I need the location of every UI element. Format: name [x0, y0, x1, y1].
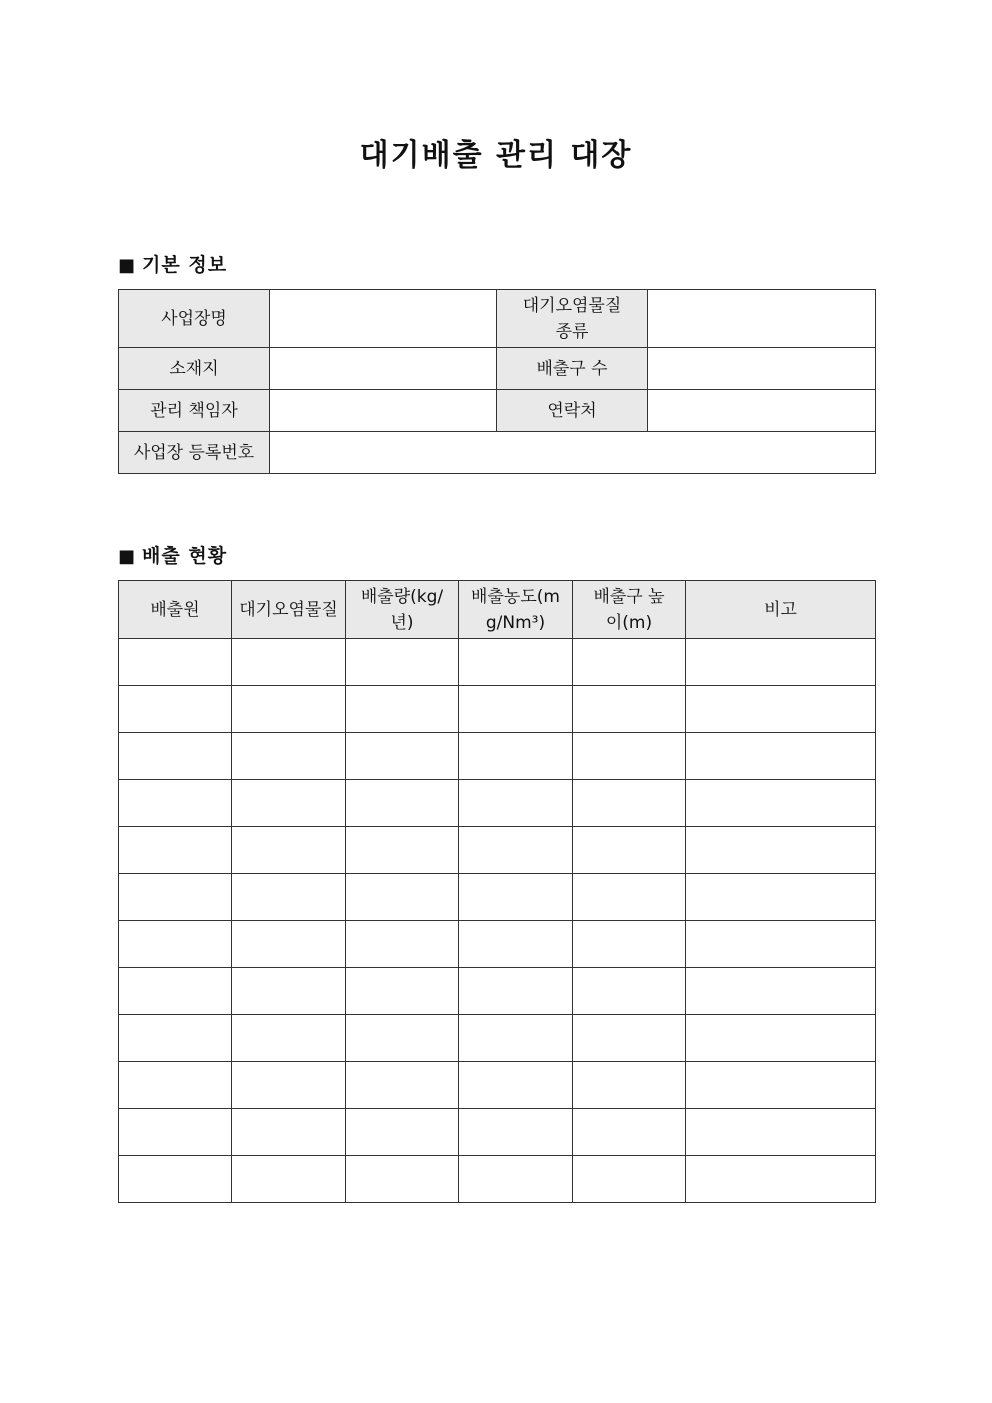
emission-amount-cell[interactable] — [346, 780, 459, 827]
remarks-cell[interactable] — [686, 1109, 876, 1156]
remarks-cell[interactable] — [686, 639, 876, 686]
outlet-height-cell[interactable] — [573, 968, 686, 1015]
contact-label: 연락처 — [497, 390, 648, 432]
pollutant-cell[interactable] — [232, 1015, 346, 1062]
remarks-cell[interactable] — [686, 874, 876, 921]
table-row — [119, 639, 876, 686]
pollutant-type-label: 대기오염물질 종류 — [497, 290, 648, 348]
table-row — [119, 290, 876, 348]
concentration-cell[interactable] — [459, 968, 573, 1015]
table-row — [119, 968, 876, 1015]
concentration-cell[interactable] — [459, 874, 573, 921]
table-header-row — [119, 581, 876, 639]
column-header-pollutant: 대기오염물질 — [232, 581, 346, 639]
outlet-height-cell[interactable] — [573, 921, 686, 968]
pollutant-cell[interactable] — [232, 639, 346, 686]
emission-amount-cell[interactable] — [346, 1062, 459, 1109]
source-cell[interactable] — [119, 1156, 232, 1203]
pollutant-cell[interactable] — [232, 1062, 346, 1109]
source-cell[interactable] — [119, 639, 232, 686]
table-row — [119, 733, 876, 780]
remarks-cell[interactable] — [686, 1062, 876, 1109]
pollutant-cell[interactable] — [232, 968, 346, 1015]
table-row — [119, 432, 876, 474]
section-heading-basic-info — [118, 252, 227, 279]
registration-number-field[interactable] — [270, 432, 876, 474]
outlet-height-cell[interactable] — [573, 827, 686, 874]
emission-amount-cell[interactable] — [346, 686, 459, 733]
square-bullet-icon: ■ — [118, 546, 137, 567]
location-label: 소재지 — [119, 348, 270, 390]
source-cell[interactable] — [119, 1109, 232, 1156]
emission-amount-cell[interactable] — [346, 1015, 459, 1062]
section-heading-emission-status — [118, 543, 227, 570]
pollutant-cell[interactable] — [232, 1156, 346, 1203]
column-header-emission-amount: 배출량(kg/년) — [346, 581, 459, 639]
manager-label: 관리 책임자 — [119, 390, 270, 432]
pollutant-cell[interactable] — [232, 780, 346, 827]
source-cell[interactable] — [119, 780, 232, 827]
concentration-cell[interactable] — [459, 1062, 573, 1109]
remarks-cell[interactable] — [686, 921, 876, 968]
emission-amount-cell[interactable] — [346, 733, 459, 780]
emission-status-table — [118, 580, 876, 1203]
emission-amount-cell[interactable] — [346, 1156, 459, 1203]
source-cell[interactable] — [119, 827, 232, 874]
source-cell[interactable] — [119, 968, 232, 1015]
concentration-cell[interactable] — [459, 686, 573, 733]
table-row — [119, 390, 876, 432]
emission-amount-cell[interactable] — [346, 874, 459, 921]
column-header-source: 배출원 — [119, 581, 232, 639]
pollutant-cell[interactable] — [232, 874, 346, 921]
section-heading-label: 배출 현황 — [142, 545, 228, 567]
outlet-height-cell[interactable] — [573, 1015, 686, 1062]
outlet-count-label: 배출구 수 — [497, 348, 648, 390]
emission-amount-cell[interactable] — [346, 921, 459, 968]
source-cell[interactable] — [119, 874, 232, 921]
location-field[interactable] — [270, 348, 497, 390]
registration-number-label: 사업장 등록번호 — [119, 432, 270, 474]
business-name-label: 사업장명 — [119, 290, 270, 348]
concentration-cell[interactable] — [459, 639, 573, 686]
source-cell[interactable] — [119, 686, 232, 733]
table-row — [119, 1015, 876, 1062]
concentration-cell[interactable] — [459, 1156, 573, 1203]
outlet-height-cell[interactable] — [573, 874, 686, 921]
table-row — [119, 780, 876, 827]
table-row — [119, 874, 876, 921]
emission-amount-cell[interactable] — [346, 968, 459, 1015]
emission-amount-cell[interactable] — [346, 639, 459, 686]
emission-table-body — [119, 639, 876, 1203]
page-title: 대기배출 관리 대장 — [359, 138, 633, 173]
table-row — [119, 827, 876, 874]
column-header-concentration: 배출농도(mg/Nm³) — [459, 581, 573, 639]
remarks-cell[interactable] — [686, 733, 876, 780]
concentration-cell[interactable] — [459, 733, 573, 780]
remarks-cell[interactable] — [686, 780, 876, 827]
column-header-outlet-height: 배출구 높이(m) — [573, 581, 686, 639]
basic-info-table — [118, 289, 876, 474]
concentration-cell[interactable] — [459, 827, 573, 874]
emission-amount-cell[interactable] — [346, 827, 459, 874]
outlet-height-cell[interactable] — [573, 733, 686, 780]
outlet-height-cell[interactable] — [573, 1156, 686, 1203]
remarks-cell[interactable] — [686, 968, 876, 1015]
concentration-cell[interactable] — [459, 1109, 573, 1156]
section-heading-label: 기본 정보 — [142, 254, 228, 276]
concentration-cell[interactable] — [459, 921, 573, 968]
table-row — [119, 686, 876, 733]
source-cell[interactable] — [119, 921, 232, 968]
concentration-cell[interactable] — [459, 780, 573, 827]
pollutant-cell[interactable] — [232, 686, 346, 733]
outlet-height-cell[interactable] — [573, 780, 686, 827]
remarks-cell[interactable] — [686, 686, 876, 733]
pollutant-cell[interactable] — [232, 827, 346, 874]
manager-field[interactable] — [270, 390, 497, 432]
remarks-cell[interactable] — [686, 1156, 876, 1203]
square-bullet-icon: ■ — [118, 255, 137, 276]
remarks-cell[interactable] — [686, 827, 876, 874]
outlet-height-cell[interactable] — [573, 686, 686, 733]
concentration-cell[interactable] — [459, 1015, 573, 1062]
outlet-count-field[interactable] — [648, 348, 876, 390]
table-row — [119, 921, 876, 968]
table-row — [119, 1156, 876, 1203]
pollutant-type-field[interactable] — [648, 290, 876, 348]
table-row — [119, 1062, 876, 1109]
pollutant-cell[interactable] — [232, 1109, 346, 1156]
column-header-remarks: 비고 — [686, 581, 876, 639]
outlet-height-cell[interactable] — [573, 1062, 686, 1109]
remarks-cell[interactable] — [686, 1015, 876, 1062]
outlet-height-cell[interactable] — [573, 1109, 686, 1156]
outlet-height-cell[interactable] — [573, 639, 686, 686]
pollutant-cell[interactable] — [232, 921, 346, 968]
business-name-field[interactable] — [270, 290, 497, 348]
table-row — [119, 348, 876, 390]
pollutant-cell[interactable] — [232, 733, 346, 780]
source-cell[interactable] — [119, 1062, 232, 1109]
emission-amount-cell[interactable] — [346, 1109, 459, 1156]
source-cell[interactable] — [119, 1015, 232, 1062]
contact-field[interactable] — [648, 390, 876, 432]
table-row — [119, 1109, 876, 1156]
source-cell[interactable] — [119, 733, 232, 780]
